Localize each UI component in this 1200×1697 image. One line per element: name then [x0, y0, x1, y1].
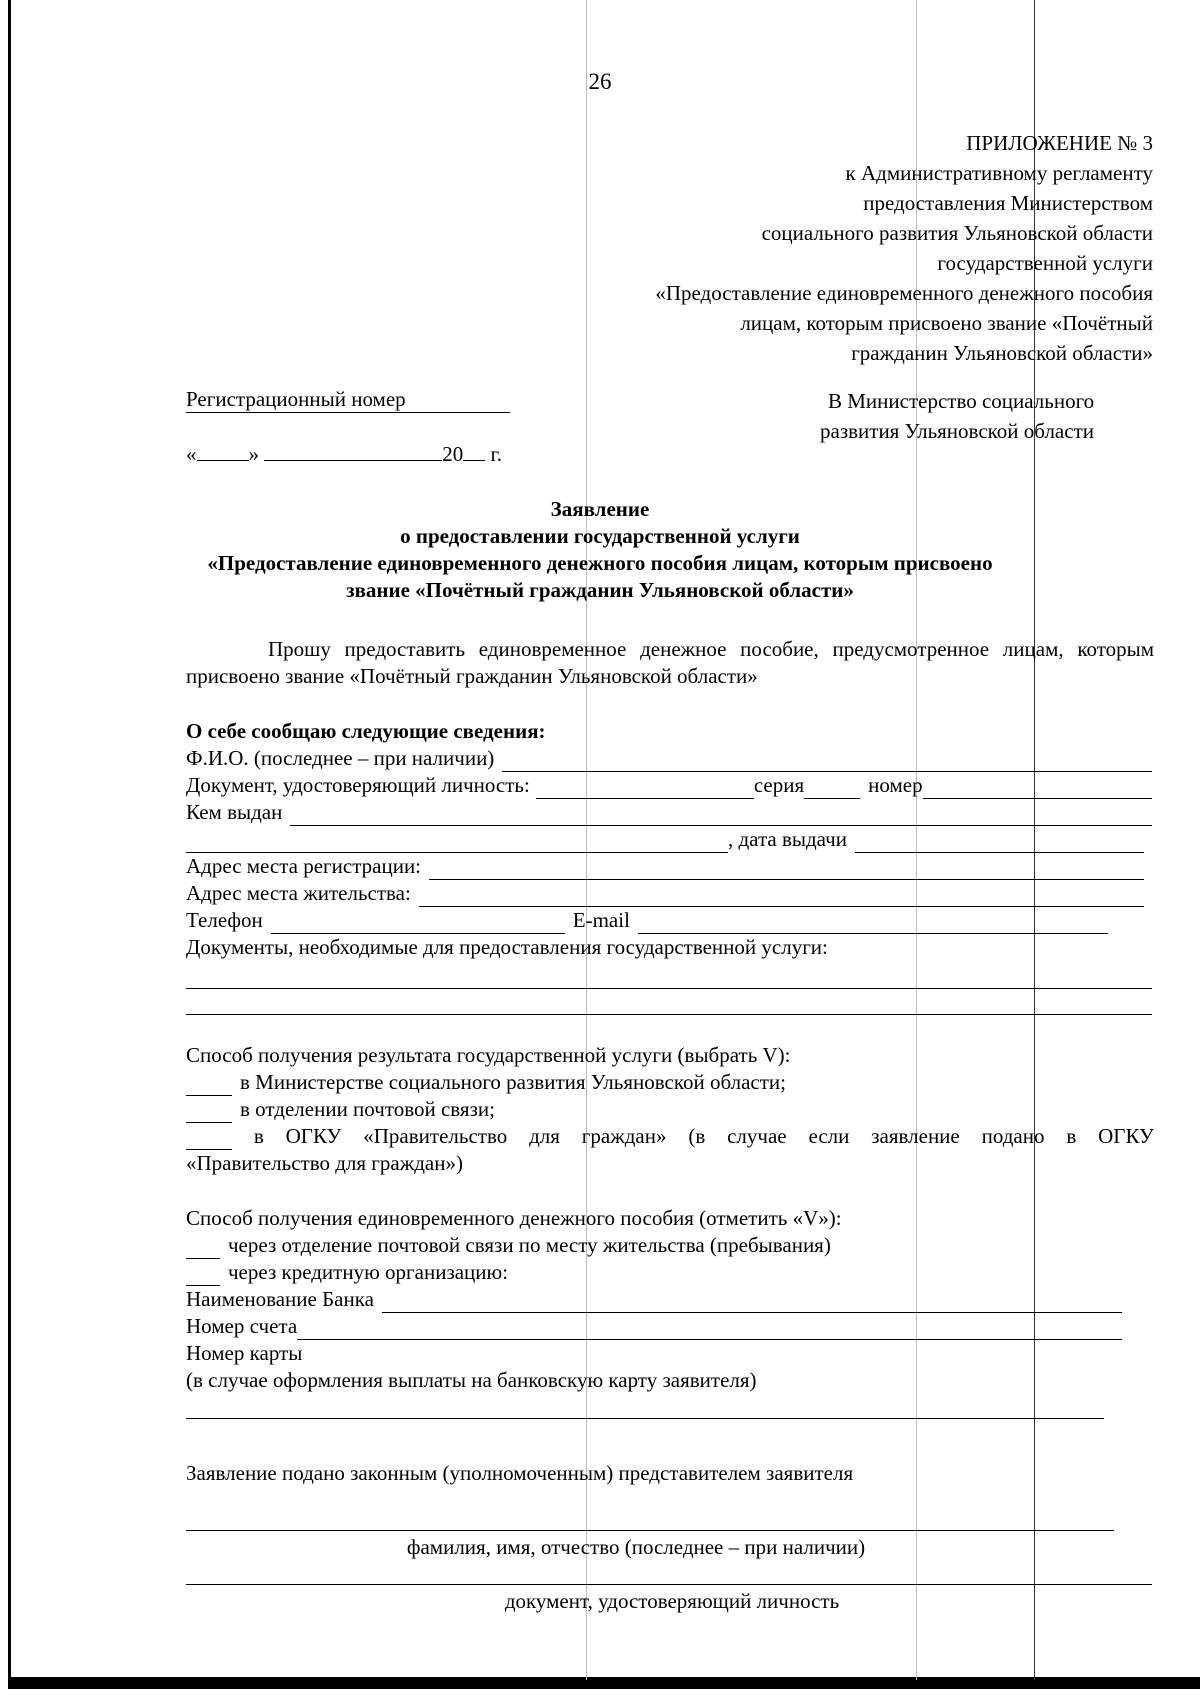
addressee-line: развития Ульяновской области	[820, 419, 1094, 443]
appendix-line: ПРИЛОЖЕНИЕ № 3	[966, 131, 1153, 155]
result-option-mfc-checkbox[interactable]	[186, 1129, 232, 1150]
account-number-field[interactable]	[297, 1319, 1122, 1340]
appendix-line: «Предоставление единовременного денежного пособия	[655, 281, 1153, 305]
result-option-mfc-continued: «Правительство для граждан»)	[186, 1151, 463, 1175]
addressee	[820, 386, 1094, 446]
result-option-ministry-checkbox[interactable]	[186, 1075, 232, 1096]
representative-fio-caption: фамилия, имя, отчество (последнее – при наличии)	[406, 1535, 866, 1559]
result-option-post: в отделении почтовой связи;	[186, 1096, 495, 1123]
registration-label: Регистрационный номер	[186, 387, 406, 411]
live-address-field[interactable]	[419, 886, 1144, 907]
result-option-post-checkbox[interactable]	[186, 1102, 232, 1123]
issued-by-continued-field[interactable]	[186, 832, 728, 853]
payment-option-post-checkbox[interactable]	[186, 1238, 220, 1259]
appendix-line: предоставления Министерством	[863, 191, 1153, 215]
payment-option-post: через отделение почтовой связи по месту жительства (пребывания)	[186, 1232, 831, 1259]
addressee-line: В Министерство социального	[828, 389, 1095, 413]
appendix-line: гражданин Ульяновской области»	[851, 341, 1153, 365]
issue-date-row: , дата выдачи	[186, 826, 1144, 853]
issue-date-field[interactable]	[855, 832, 1144, 853]
representative-document-caption: документ, удостоверяющий личность	[504, 1589, 840, 1613]
representative-document-field[interactable]	[186, 1584, 1152, 1585]
representative-row: Заявление подано законным (уполномоченным) представителем заявителя	[186, 1461, 854, 1485]
registration-number-field[interactable]	[186, 412, 510, 413]
contacts-row: Телефон E-mail	[186, 907, 1108, 934]
result-option-mfc: в ОГКУ «Правительство для граждан» (в случае если заявление подано в ОГКУ	[186, 1123, 1154, 1150]
appendix-line: к Административному регламенту	[845, 161, 1153, 185]
payment-method-heading: Способ получения единовременного денежного пособия (отметить «V»):	[186, 1206, 842, 1230]
documents-field[interactable]	[186, 1014, 1152, 1015]
email-field[interactable]	[638, 913, 1108, 934]
request-text: Прошу предоставить единовременное денежное пособие, предусмотренное лицам, которым присвоено звание «Почётный гражданин Ульяновской области»	[186, 637, 1154, 688]
appendix-header	[655, 128, 1153, 368]
page-number: 26	[588, 69, 612, 94]
account-number-row: Номер счета	[186, 1313, 1122, 1340]
appendix-line: социального развития Ульяновской области	[761, 221, 1153, 245]
bank-name-field[interactable]	[382, 1292, 1122, 1313]
payment-option-bank-checkbox[interactable]	[186, 1265, 220, 1286]
issued-by-row: Кем выдан	[186, 799, 1152, 826]
month-field[interactable]	[264, 440, 442, 461]
fio-field[interactable]	[502, 751, 1152, 772]
reg-address-row: Адрес места регистрации:	[186, 853, 1144, 880]
document-title: Заявление о предоставлении государственной услуги «Предоставление единовременного денежного пособия лицам, которым присвоено звание «Почётный гражданин Ульяновской области»	[207, 497, 993, 602]
card-note-row: (в случае оформления выплаты на банковскую карту заявителя)	[186, 1368, 757, 1392]
bank-name-row: Наименование Банка	[186, 1286, 1122, 1313]
document-type-field[interactable]	[536, 778, 754, 799]
document-number-field[interactable]	[923, 778, 1152, 799]
reg-address-field[interactable]	[429, 859, 1144, 880]
payment-option-bank: через кредитную организацию:	[186, 1259, 508, 1286]
card-number-row: Номер карты	[186, 1341, 303, 1365]
document-row: Документ, удостоверяющий личность: серия номер	[186, 772, 1152, 799]
issued-by-field[interactable]	[290, 805, 1152, 826]
registration-date: « » 20 г.	[186, 442, 502, 466]
info-heading: О себе сообщаю следующие сведения:	[186, 719, 546, 743]
representative-fio-field[interactable]	[186, 1530, 1114, 1531]
documents-label-row: Документы, необходимые для предоставления государственной услуги:	[186, 935, 828, 959]
result-option-ministry: в Министерстве социального развития Ульяновской области;	[186, 1069, 786, 1096]
live-address-row: Адрес места жительства:	[186, 880, 1144, 907]
scan-border-left	[8, 0, 11, 1680]
scan-border-bottom	[8, 1677, 1200, 1689]
year-field[interactable]	[463, 440, 485, 461]
result-method-heading: Способ получения результата государственной услуги (выбрать V):	[186, 1043, 791, 1067]
day-field[interactable]	[197, 440, 249, 461]
appendix-line: лицам, которым присвоено звание «Почётный	[740, 311, 1153, 335]
fio-row: Ф.И.О. (последнее – при наличии)	[186, 745, 1152, 772]
documents-field[interactable]	[186, 988, 1152, 989]
document-series-field[interactable]	[804, 778, 860, 799]
card-number-field[interactable]	[186, 1418, 1104, 1419]
phone-field[interactable]	[271, 913, 565, 934]
appendix-line: государственной услуги	[937, 251, 1153, 275]
